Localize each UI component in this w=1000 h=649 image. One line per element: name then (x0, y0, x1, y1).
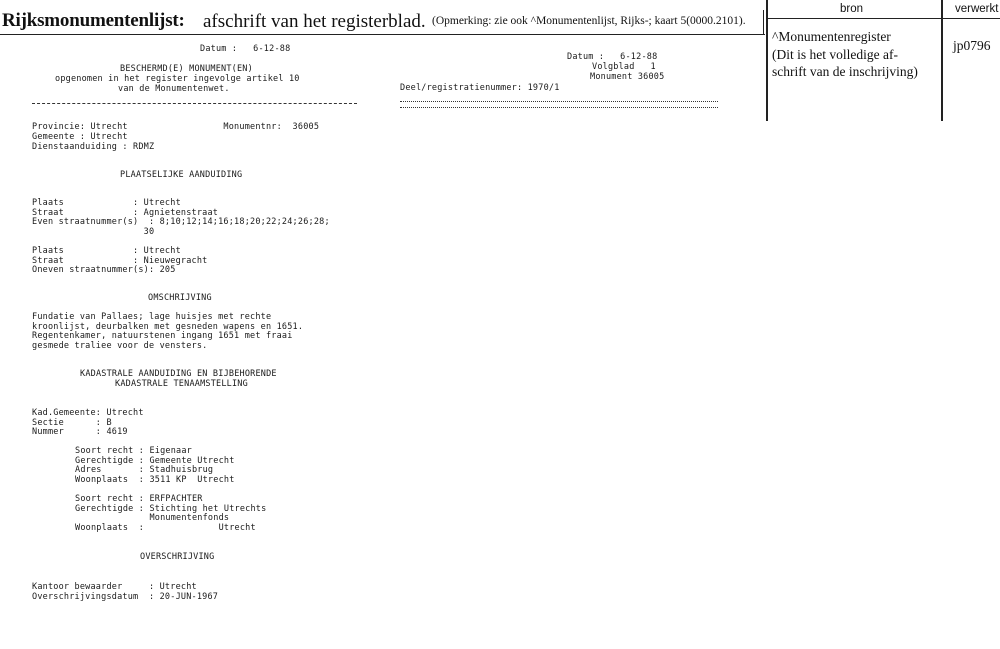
municipality-line: Gemeente : Utrecht (32, 132, 128, 142)
title-divider (763, 10, 764, 34)
doc-heading: opgenomen in het register ingevolge artikel 10 (55, 74, 300, 84)
source-line: schrift van de inschrijving) (772, 64, 918, 79)
location-block: Plaats : Utrecht Straat : Agnietenstraat Even straatnummer(s) : 8;10;12;14;16;18;20;22;24;26;28; 30 (32, 198, 330, 237)
dashed-divider (32, 103, 357, 104)
registration-number: Deel/registratienummer: 1970/1 (400, 83, 560, 93)
right-block: Soort recht : Eigenaar Gerechtigde : Gemeente Utrecht Adres : Stadhuisbrug Woonplaats : 3511 KP Utrecht (75, 446, 235, 485)
source-line: (Dit is het volledige af- (772, 46, 898, 62)
location-block: Plaats : Utrecht Straat : Nieuwegracht Oneven straatnummer(s): 205 (32, 246, 208, 276)
title-note: (Opmerking: zie ook ^Monumentenlijst, Rijks-; kaart 5(0000.2101). (432, 15, 746, 27)
province-line: Provincie: Utrecht Monumentnr: 36005 (32, 122, 320, 132)
processed-header: verwerkt (955, 3, 999, 15)
doc-date: Datum : 6-12-88 (567, 52, 658, 62)
section-heading: OMSCHRIJVING (148, 293, 212, 303)
doc-date: Datum : 6-12-88 (200, 44, 291, 54)
right-block: Soort recht : ERFPACHTER Gerechtigde : Stichting het Utrechts Monumentenfonds Woonplaats : Utrecht (75, 494, 267, 533)
transfer-block: Kantoor bewaarder : Utrecht Overschrijvingsdatum : 20-JUN-1967 (32, 582, 219, 602)
followup-sheet: Volgblad 1 (592, 62, 656, 72)
doc-heading: van de Monumentenwet. (118, 84, 230, 94)
section-heading: KADASTRALE TENAAMSTELLING (115, 379, 248, 389)
page-title: Rijksmonumentenlijst: (2, 10, 185, 31)
source-text (772, 28, 918, 81)
double-divider (400, 101, 718, 108)
monument-number: Monument 36005 (590, 72, 665, 82)
description-block: Fundatie van Pallaes; lage huisjes met rechte kroonlijst, deurbalken met gesneden wapens en 1651. Regentenkamer, natuurstenen ingang 1651 met fraai gesmede traliee voor de vensters. (32, 312, 304, 351)
header-rule (766, 18, 1000, 19)
processed-value: jp0796 (953, 38, 991, 53)
doc-heading: BESCHERMD(E) MONUMENT(EN) (120, 64, 253, 74)
page-subtitle: afschrift van het registerblad. (203, 11, 426, 32)
source-header: bron (840, 3, 864, 15)
section-heading: PLAATSELIJKE AANDUIDING (120, 170, 243, 180)
section-heading: KADASTRALE AANDUIDING EN BIJBEHORENDE (80, 369, 277, 379)
section-heading: OVERSCHRIJVING (140, 552, 215, 562)
service-line: Dienstaanduiding : RDMZ (32, 142, 155, 152)
cadastral-block: Kad.Gemeente: Utrecht Sectie : B Nummer : 4619 (32, 408, 144, 438)
source-line: ^Monumentenregister (772, 29, 891, 44)
